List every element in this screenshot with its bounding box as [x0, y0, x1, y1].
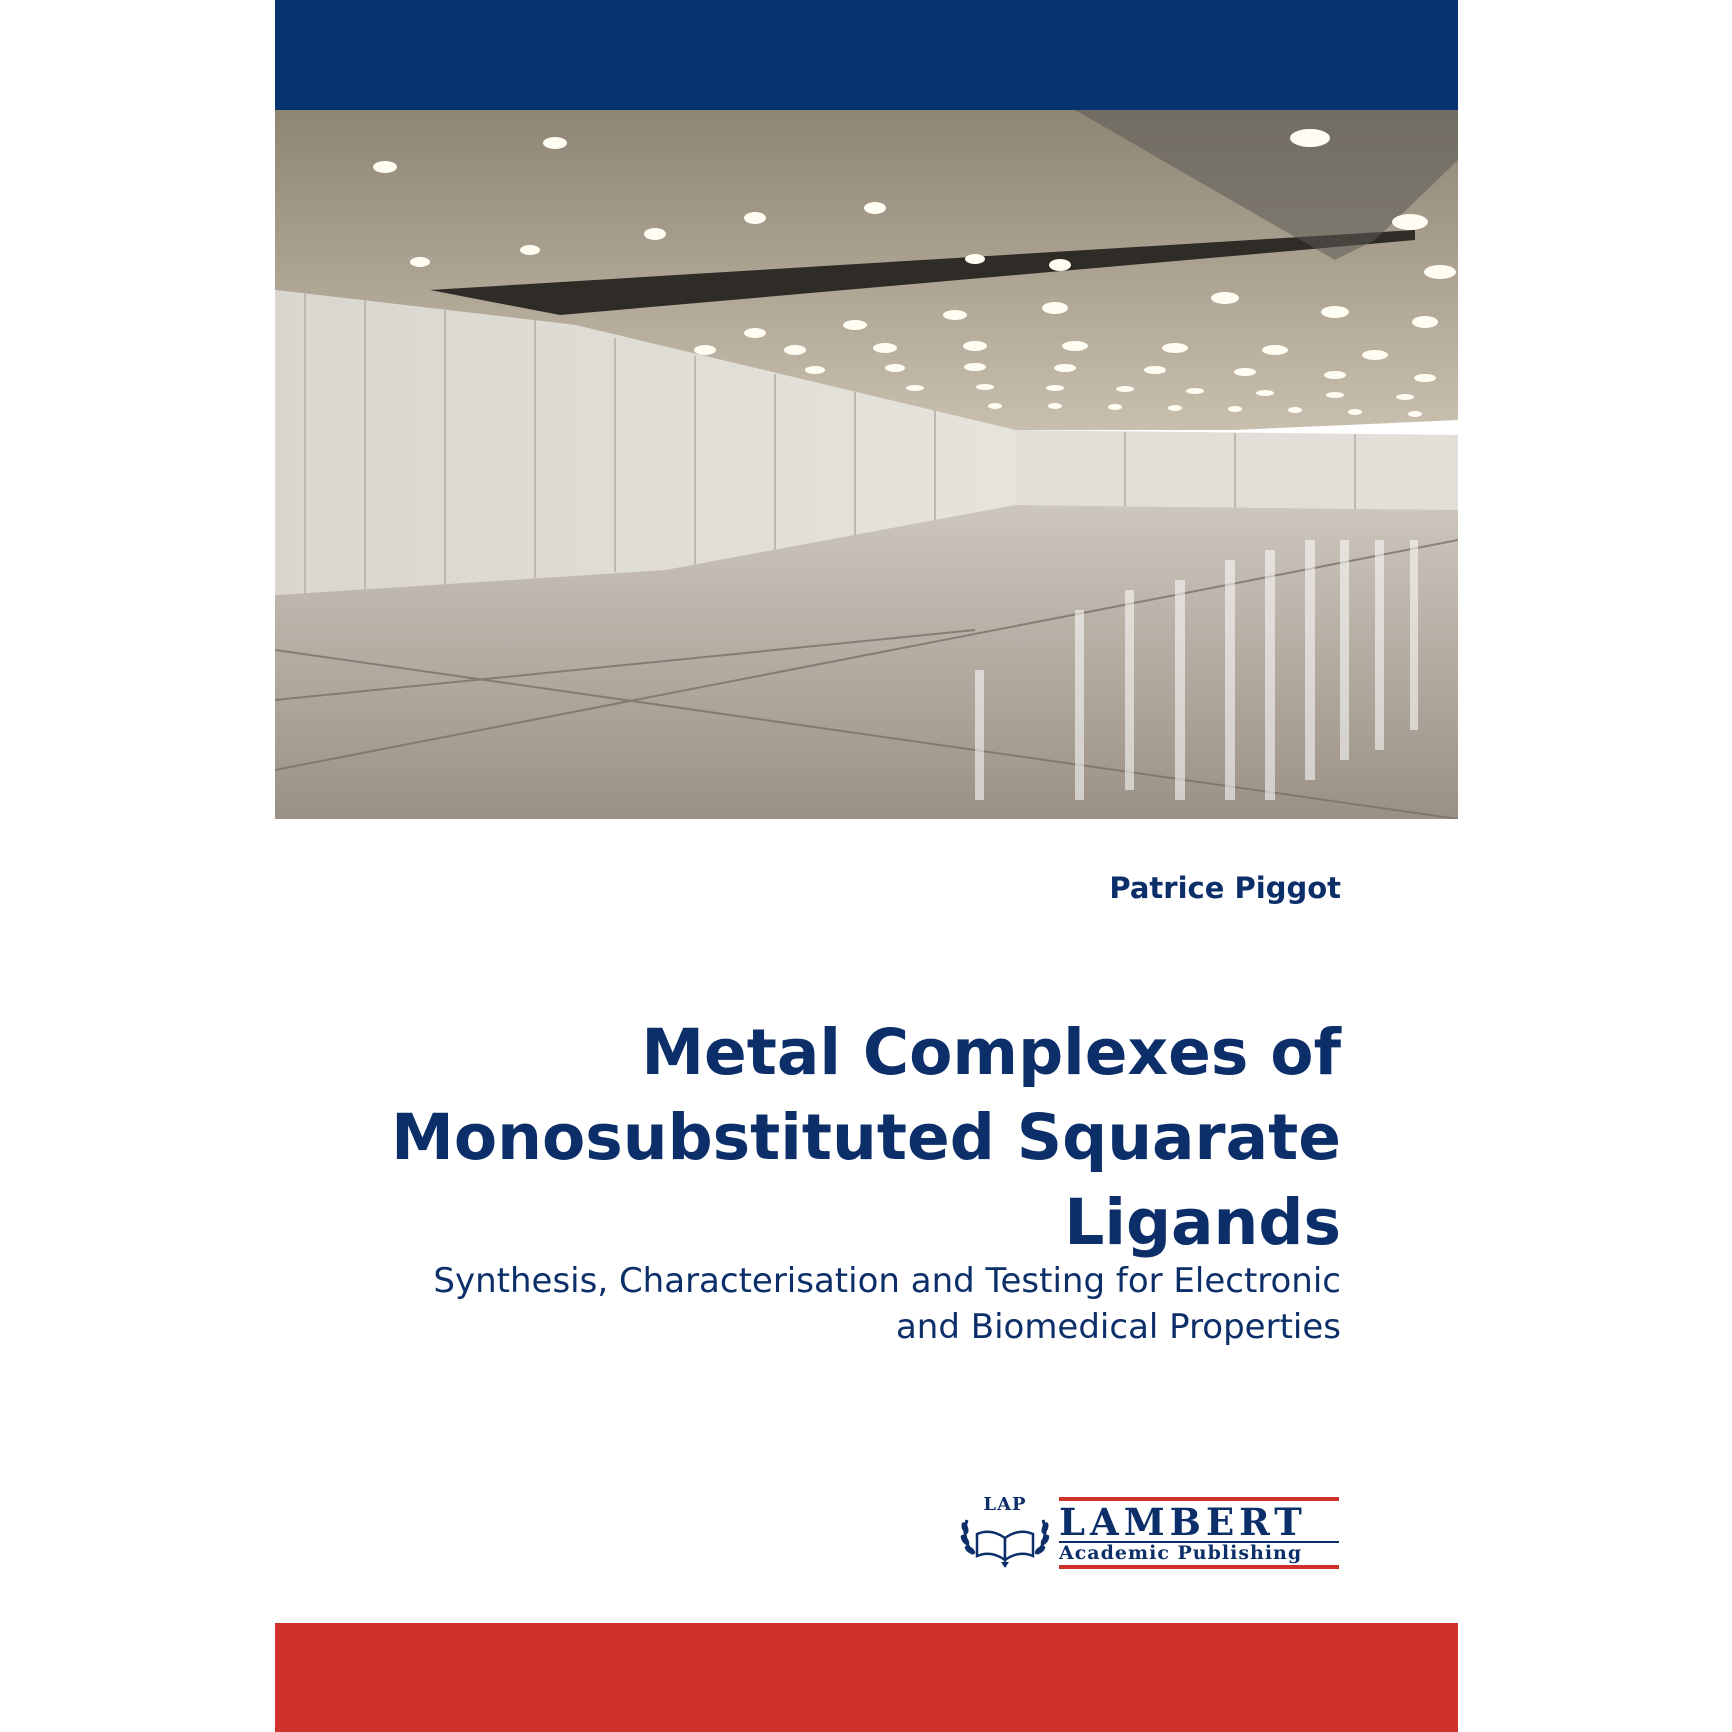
top-color-band	[275, 0, 1458, 110]
book-subtitle: Synthesis, Characterisation and Testing for Electronic and Biomedical Properties	[433, 1261, 1341, 1347]
publisher-tagline: Academic Publishing	[1059, 1541, 1339, 1563]
book-title: Metal Complexes of Monosubstituted Squarate Ligands	[391, 1016, 1341, 1259]
publisher-name: LAMBERT	[1059, 1500, 1307, 1544]
empty-hall-photo-icon	[275, 110, 1458, 819]
logo-emblem-text: LAP	[983, 1494, 1027, 1515]
book-cover	[275, 0, 1458, 1732]
publisher-logo	[955, 1490, 1355, 1570]
open-book-laurel-icon	[955, 1490, 1055, 1570]
cover-photo	[275, 110, 1458, 819]
bottom-color-band	[275, 1623, 1458, 1732]
logo-wordmark	[1059, 1497, 1339, 1569]
author-name: Patrice Piggot	[1109, 871, 1341, 905]
